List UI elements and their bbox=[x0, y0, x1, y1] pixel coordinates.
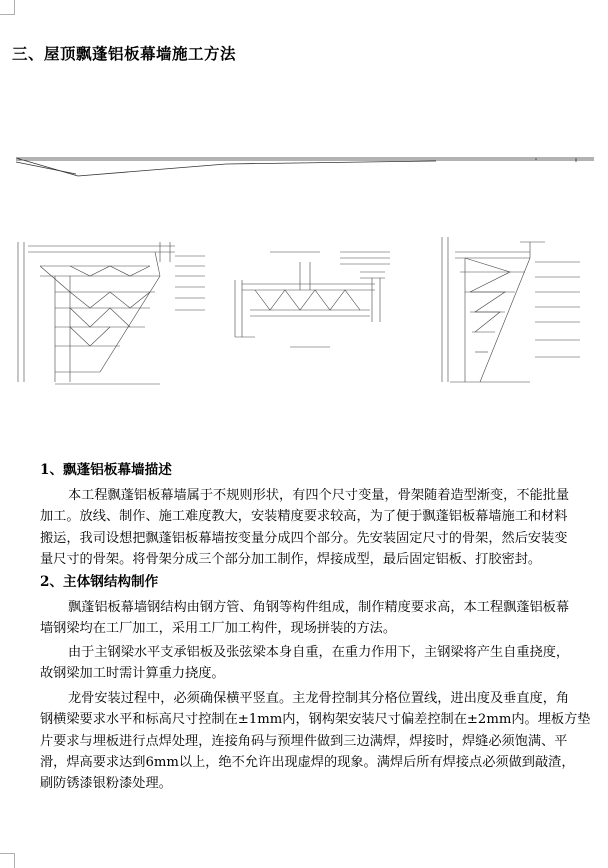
section-2-paragraph-3 bbox=[40, 688, 595, 794]
section-1-title: 1、飘蓬铝板幕墙描述 bbox=[40, 462, 172, 478]
paragraph-line: 本工程飘蓬铝板幕墙属于不规则形状，有四个尺寸变量，骨架随着造型渐变，不能批量 bbox=[68, 488, 570, 503]
crop-mark-bottom-left bbox=[0, 853, 15, 868]
detail-drawing-right bbox=[442, 237, 580, 382]
paragraph-line: 搬运，我司设想把飘蓬铝板幕墙按变量分成四个部分。先安装固定尺寸的骨架，然后安装变 bbox=[40, 530, 568, 546]
section-2-paragraph-2 bbox=[40, 642, 595, 685]
crop-mark-top-left bbox=[0, 0, 15, 15]
structural-detail-drawings bbox=[10, 232, 600, 392]
paragraph-line: 量尺寸的骨架。将骨架分成三个部分加工制作，焊接成型，最后固定铝板、打胶密封。 bbox=[40, 551, 542, 567]
paragraph-line: 片要求与埋板进行点焊处理，连接角码与预埋件做到三边满焊，焊接时，焊缝必须饱满、平 bbox=[40, 733, 568, 749]
paragraph-line: 刷防锈漆银粉漆处理。 bbox=[40, 776, 172, 792]
paragraph-line: 钢横梁要求水平和标高尺寸控制在±1mm内，钢构架安装尺寸偏差控制在±2mm内。埋板方垫 bbox=[40, 712, 591, 728]
paragraph-line: 加工。放线、制作、施工难度教大，安装精度要求较高，为了便于飘蓬铝板幕墙施工和材料 bbox=[40, 509, 568, 525]
paragraph-line: 飘蓬铝板幕墙钢结构由钢方管、角钢等构件组成，制作精度要求高，本工程飘蓬铝板幕 bbox=[68, 600, 570, 615]
paragraph-line: 滑，焊高要求达到6mm以上，绝不允许出现虚焊的现象。满焊后所有焊接点必须做到敲渣， bbox=[40, 754, 575, 770]
page-title: 三、屋顶飘蓬铝板幕墙施工方法 bbox=[12, 44, 237, 63]
paragraph-line: 龙骨安装过程中，必须确保横平竖直。主龙骨控制其分格位置线，进出度及垂直度，角 bbox=[68, 691, 570, 706]
canopy-section-drawing bbox=[16, 150, 594, 180]
paragraph-line: 由于主钢梁水平支承铝板及张弦梁本身自重，在重力作用下，主钢梁将产生自重挠度， bbox=[68, 645, 570, 660]
section-2-paragraph-1 bbox=[40, 597, 595, 640]
detail-drawing-middle bbox=[235, 252, 390, 347]
section-2-title: 2、主体钢结构制作 bbox=[40, 574, 159, 590]
paragraph-line: 故钢梁加工时需计算重力挠度。 bbox=[40, 666, 225, 682]
section-1-paragraph-1 bbox=[40, 485, 595, 570]
paragraph-line: 墙钢梁均在工厂加工，采用工厂加工构件，现场拼装的方法。 bbox=[40, 621, 397, 637]
detail-drawing-left bbox=[18, 242, 205, 384]
